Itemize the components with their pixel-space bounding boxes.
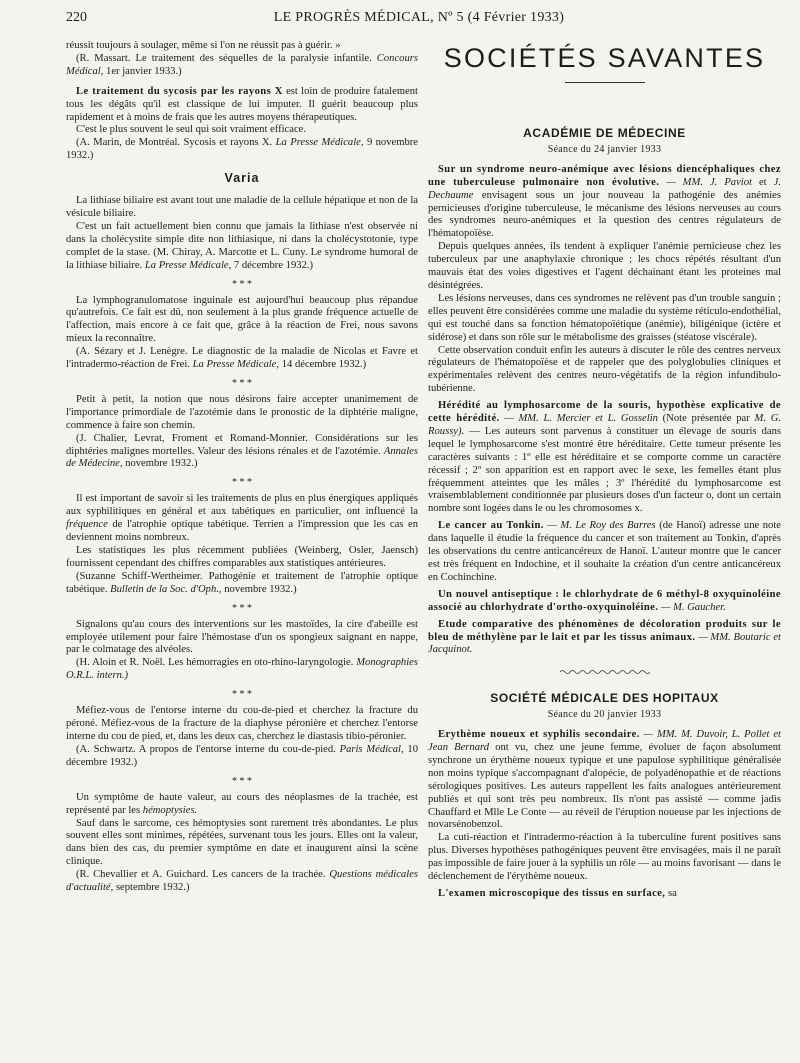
paragraph: Cette observation conduit enfin les auteurs à discuter le rôle des centres nerveux régulateurs de l'hématopoïèse et de rappeler que des polyglobulies cliniques et expérimentales relèvent des centres neuro-végétatifs de la région infundibulo-tubérienne. xyxy=(428,344,781,395)
wavy-separator xyxy=(428,667,781,680)
paragraph: La cuti-réaction et l'intradermo-réaction à la tuberculine furent positives sans plus. Diverses hypothèses pathogéniques peuvent être envisagées, mais il ne paraît pas impossible de faire jouer à la syphilis un rôle — au moins favorisant — dans le déclenchement de l'érythème noueux. xyxy=(428,832,781,883)
paragraph: Il est important de savoir si les traitements de plus en plus énergiques appliqués aux syphilitiques en général et aux tabétiques en particulier, ont influencé la fréquence de l'atrophie optique tabétique. Terrien a l'impression que les cas en deviennent moins nombreux. xyxy=(66,493,419,544)
separator-asterism: * * * xyxy=(232,278,252,290)
paragraph: Depuis quelques années, ils tendent à expliquer l'anémie pernicieuse chez les tuberculeux par une anaphylaxie chronique ; les chocs répétés résultant d'un mauvais état des voies digestives et l'agent déchainant étant les proteines mal désintégrées. xyxy=(428,241,781,291)
paragraph: Les statistiques les plus récemment publiées (Weinberg, Osler, Jaensch) fournissent cependant des chiffres comparables aux statistiques antérieures. xyxy=(66,545,418,569)
paragraph: Un nouvel antiseptique : le chlorhydrate de 6 méthyl-8 oxyquinoléine associé au chlorhydrate d'ortho-oxyquinoléine. — M. Gaucher. xyxy=(428,588,781,613)
paragraph: Erythème noueux et syphilis secondaire. — MM. M. Duvoir, L. Pollet et Jean Bernard ont vu, chez une jeune femme, évoluer de façon absolument synchrone un érythème noueux typique et une papulose syphilitique généralisée non moins typique s'accompagnant d'alopécie, de polyadénopathie et de réactions sérologiques positives. Les auteurs rappellent les faits analogues antérieurement publiés et qui sont très peu nombreux. Ils n'ont pas assisté — comme jadis Chauffard et Mlle Le Conte — au réveil de l'éruption noueuse par les injections de novarsénobenzol. xyxy=(428,729,781,831)
paragraph: Un symptôme de haute valeur, au cours des néoplasmes de la trachée, est représenté par les hémoptysies. xyxy=(66,791,418,816)
paragraph: réussit toujours à soulager, même si l'on ne réussit pas à guérir. » xyxy=(66,40,341,51)
paragraph: Le cancer au Tonkin. — M. Le Roy des Barres (de Hanoï) adresse une note dans laquelle il étudie la fréquence du cancer et son traitement au Tonkin, d'après les observations du centre anticancéreux de Hanoï. L'auteur montre que le cancer est très fréquent en Indochine, et il souhaite la création d'un centre anticancéreux en Cochinchine. xyxy=(428,520,782,583)
paragraph: C'est le plus souvent le seul qui soit vraiment efficace. xyxy=(76,124,307,136)
citation: (J. Chalier, Levrat, Froment et Romand-Monnier. Considérations sur les diphtéries malignes mortelles. Valeur des lésions rénales et de l'azotémie. Annales de Médecine, novembre 1932.) xyxy=(66,432,418,470)
page-header xyxy=(66,8,772,32)
separator-asterism: * * * xyxy=(232,689,252,701)
separator-asterism: * * * xyxy=(232,477,252,489)
citation: (R. Chevallier et A. Guichard. Les cancers de la trachée. Questions médicales d'actualité, septembre 1932.) xyxy=(66,869,418,894)
society-heading-academie: ACADÉMIE DE MÉDECINE xyxy=(523,126,686,140)
left-column xyxy=(66,40,418,895)
citation: (Suzanne Schiff-Wertheimer. Pathogénie et traitement de l'atrophie optique tabétique. Bulletin de la Soc. d'Oph., novembre 1932.) xyxy=(66,570,418,595)
citation: (R. Massart. Le traitement des séquelles de la paralysie infantile. Concours Médical, 1er janvier 1933.) xyxy=(66,52,418,77)
running-title: LE PROGRÈS MÉDICAL, Nº 5 (4 Février 1933) xyxy=(273,10,565,25)
page-number: 220 xyxy=(66,10,87,25)
session-date: Séance du 20 janvier 1933 xyxy=(547,709,662,721)
paragraph: Hérédité au lymphosarcome de la souris, hypothèse explicative de cette hérédité. — MM. L. Mercier et L. Gosselin (Note présentée par M. G. Roussy). — Les auteurs sont parvenus à constituer un élevage de souris dans lequel le lymphosarcome s'est montré être héréditaire. Cette tumeur présente les caractères suivants : 1º elle est héréditaire et se comporte comme un caractère récessif ; 2º son apparition est en rapport avec le sexe, les femelles étant plus fréquemment atteintes que les mâles ; 3º l'hérédité du lymphosarcome est vraisemblablement conditionnée par plusieurs doses d'un facteur o, dont un certain nombre sont logées dans le ou les chromosomes x. xyxy=(428,400,781,515)
paragraph: Sur un syndrome neuro-anémique avec lésions diencéphaliques chez une tuberculeuse pulmonaire non évolutive. — MM. J. Paviot et J. Dechaume envisagent sous un jour nouveau la pathogénie des anémies pernicieuses d'origine tuberculeuse, le mécanisme des lésions nerveuses au cours des syndromes neuro-anémiques et la question des centres régulateurs de l'hématopoïèse. xyxy=(428,163,781,240)
section-heading-varia: Varia xyxy=(224,171,260,186)
session-date: Séance du 24 janvier 1933 xyxy=(547,143,662,155)
wave-ornament-icon xyxy=(560,669,650,675)
citation: (A. Sézary et J. Lenègre. Le diagnostic de la maladie de Nicolas et Favre et l'intradermo-réaction de Frei. La Presse Médicale, 14 décembre 1932.) xyxy=(66,346,418,371)
paragraph: Méfiez-vous de l'entorse interne du cou-de-pied et cherchez la fracture du péroné. Méfiez-vous de la fracture de la diaphyse péronière et cherchez l'entorse interne du cou de pied, et, dans les deux cas, cherchez le diastasis tibio-péronier. xyxy=(66,705,418,742)
citation: (A. Marin, de Montréal. Sycosis et rayons X. La Presse Médicale, 9 novembre 1932.) xyxy=(66,137,418,162)
citation: (H. Aloin et R. Noël. Les hémorragies en oto-rhino-laryngologie. Monographies O.R.L. intern.) xyxy=(66,657,418,682)
paragraph: Sauf dans le sarcome, ces hémoptysies sont rarement très abondantes. Le plus souvent elles sont minimes, répétées, survenant tous les jours. Elles ont la valeur, dans bien des cas, du premier symptôme en date et inaugurent ainsi la scène clinique. xyxy=(66,817,418,868)
paragraph: Le traitement du sycosis par les rayons X est loin de produire fatalement tous les dégâts qu'il est classique de lui imputer. Il guérit beaucoup plus rapidement et à moins de frais que les autres moyens thérapeutiques. xyxy=(66,85,419,123)
paragraph: Signalons qu'au cours des interventions sur les mastoïdes, la cire d'abeille est employée utilement pour faire l'hémostase d'un os spongieux saignant en nappe, par le colmatage des alvéoles. xyxy=(66,618,418,656)
society-heading-hopitaux: SOCIÉTÉ MÉDICALE DES HOPITAUX xyxy=(490,691,719,706)
separator-asterism: * * * xyxy=(232,377,252,389)
paragraph: Etude comparative des phénomènes de décoloration produits sur le bleu de méthylène par le lait et par les tissus animaux. — MM. Boutaric et Jacquinot. xyxy=(428,618,781,656)
paragraph: La lymphogranulomatose inguinale est aujourd'hui beaucoup plus répandue qu'autrefois. Ce fait est dû, non seulement à la plus grande fréquence actuelle de l'affection, mais encore à ce fait que, grâce à la réaction de Frei, nous savons mieux la reconnaître. xyxy=(66,294,418,345)
title-rule xyxy=(565,82,645,83)
paragraph: Petit à petit, la notion que nous désirons faire accepter unanimement de l'importance primordiale de l'azotémie dans le pronostic de la diphtérie maligne, commence à faire son chemin. xyxy=(66,393,418,431)
separator-asterism: * * * xyxy=(232,602,252,614)
paragraph: La lithiase biliaire est avant tout une maladie de la cellule hépatique et non de la vésicule biliaire. xyxy=(66,195,418,219)
paragraph: Les lésions nerveuses, dans ces syndromes ne relèvent pas d'un trouble sanguin ; elles peuvent être considérées comme une maladie du système réticulo-endothélial, qui est touché dans sa fonction hématopoïétique (anémie), biligénique (ictère et sidérose) et dans son rôle sur le métabolisme des graisses (stéatose viscérale). xyxy=(428,292,781,343)
main-section-title: SOCIÉTÉS SAVANTES xyxy=(443,43,766,73)
paragraph: C'est un fait actuellement bien connu que jamais la lithiase n'est observée ni dans la cholécystite simple dite non lithiasique, ni dans la cholécystotonie, type complet de la stase. (M. Chiray, A. Marcotte et L. Cuny. Le syndrome humoral de la lithiase biliaire. La Presse Médicale, 7 décembre 1932.) xyxy=(66,220,418,271)
separator-asterism: * * * xyxy=(232,775,252,787)
citation: (A. Schwartz. A propos de l'entorse interne du cou-de-pied. Paris Médical, 10 décembre 1932.) xyxy=(66,743,418,768)
right-column xyxy=(428,40,781,901)
paragraph: L'examen microscopique des tissus en surface, sa xyxy=(438,887,677,899)
